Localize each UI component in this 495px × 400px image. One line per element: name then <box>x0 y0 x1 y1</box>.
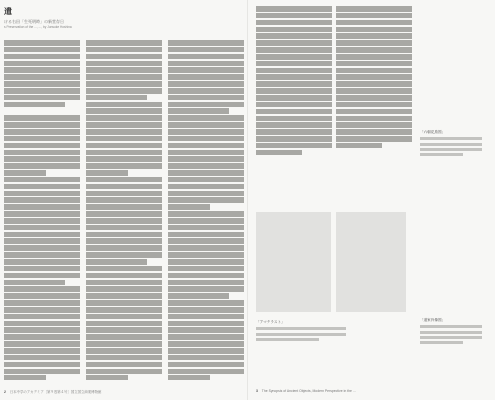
left-running-footer: 日本中学のアカデミア［第９巻第４号］国立国立商業博物館 <box>9 390 102 394</box>
figure-caption-2 <box>256 320 346 341</box>
figure-caption-1-title: 「六朝花鳥図」 <box>420 130 446 134</box>
left-page-footer <box>4 389 101 394</box>
page-gutter <box>247 0 248 400</box>
figure-image-1 <box>256 212 331 312</box>
article-title: 遺 <box>4 6 12 16</box>
right-page-text-column-1 <box>256 6 332 206</box>
right-running-footer: The Synopsis of Ancient Objects, Modern Perspective in the ... <box>261 389 356 393</box>
figure-caption-1 <box>420 130 482 156</box>
article-subtitle: ける右田「生死明時」の新堂存日 <box>4 19 64 24</box>
left-page-text-column-3 <box>168 40 244 380</box>
left-page-text-column-2 <box>86 40 162 380</box>
figure-caption-3-title: 「道家肖像図」 <box>420 318 446 322</box>
left-page-number: 2 <box>4 390 6 394</box>
right-page-footer <box>256 389 356 393</box>
article-subtitle-english: s Preservation of the ..., ..., by Junsuke Hoshina <box>4 25 72 29</box>
figure-caption-3 <box>420 318 482 344</box>
figure-image-2 <box>336 212 406 312</box>
right-page-text-column-2 <box>336 6 412 206</box>
right-page-number: 3 <box>256 389 258 393</box>
figure-caption-2-title: 「アマテラスト」 <box>256 320 285 324</box>
left-page-text-column-1 <box>4 40 80 380</box>
